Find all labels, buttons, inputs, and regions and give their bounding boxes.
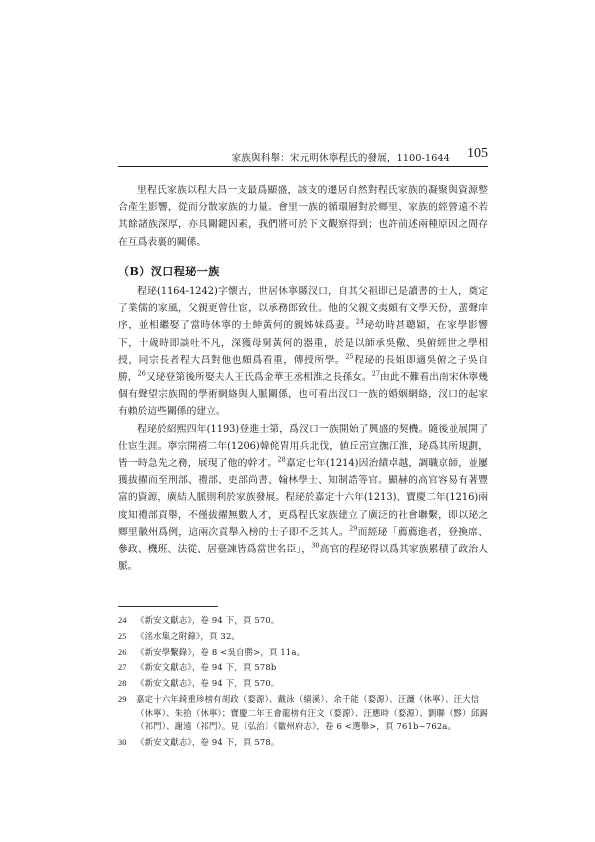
footnote-number: 24	[118, 616, 127, 625]
footnote	[118, 661, 488, 675]
footnote-marker: 26	[137, 369, 146, 378]
footnote	[118, 614, 488, 628]
footnote-divider	[118, 606, 218, 607]
page-number: 105	[467, 146, 488, 161]
paragraph-text: 程珌(1164-1242)字懷古，世居休寧縣汊口，自其父祖即已是讀書的士人，奠定了業儒的家風，父親更曾仕宦，以承務郎致仕。他的父親文夷頗有文學天份，蜚聲庠序，並相繼娶了當時休寧的士紳黃何的親姊妹爲妻。	[118, 286, 488, 332]
footnote	[118, 736, 488, 750]
section-heading: （B）汊口程珌一族	[118, 264, 220, 278]
paragraph-text: 程珌於紹熙四年(1193)登進士第，爲汊口一族開始了興盛的契機。隨後並展開了仕宦生涯。寧宗開禧二年(1206)韓侂胄用兵北伐，値丘崈宣撫江淮，珌爲其所規劃，皆一時急先之務，展現了他的幹才。	[118, 423, 488, 470]
footnote-marker: 25	[345, 352, 354, 361]
running-header-title: 家族與科舉：宋元明休寧程氏的發展，1100-1644	[231, 153, 450, 164]
footnote-text: 《新安文獻志》，卷 94 下，頁 578b	[136, 662, 277, 673]
footnote-marker: 27	[371, 369, 381, 378]
footnote-text: 《新安文獻志》，卷 94 下，頁 578。	[136, 736, 280, 747]
footnote	[118, 677, 488, 691]
footnote-text: 《新安學繫錄》，卷 8 <吳自勝>，頁 11a。	[136, 646, 306, 657]
running-header	[118, 146, 488, 167]
paragraph-text: 珌幼時甚聰穎，在家學影響下，十歲時即談吐不凡，深獲母舅黃何的器重，於是以師承吳儆、吳俯經世之學相授，同宗長者程大昌對他也頗爲看重，傳授所學。	[118, 320, 489, 366]
paragraph-text: 又珌登第後所娶夫人王氏爲金華王丞相淮之長孫女。	[145, 372, 372, 384]
footnote-number: 29	[118, 694, 127, 704]
footnote-text: 《新安文獻志》，卷 94 下，頁 570。	[136, 615, 280, 625]
paragraph-text: 高官的程珌得以爲其家族累積了政治人脈。	[118, 544, 489, 573]
footnote-number: 28	[118, 679, 127, 689]
paragraph-text: 而經珌「薦薦進者，登換席、參政、機班、法從、居臺諫皆爲當世名臣」，	[118, 526, 489, 556]
footnote-number: 30	[118, 737, 127, 747]
footnote-marker: 30	[311, 541, 320, 550]
footnote	[118, 646, 488, 660]
footnote	[118, 693, 488, 734]
body-paragraph	[118, 283, 488, 421]
footnote-number: 26	[118, 647, 127, 657]
body-paragraph	[118, 421, 488, 576]
footnotes	[118, 614, 488, 752]
footnote-text: 《洺水集之附錄》，頁 32。	[136, 630, 241, 641]
footnote-marker: 28	[277, 455, 286, 464]
main-text	[118, 182, 488, 575]
footnote-text: 嘉定十六年錡重珍榜有胡政（婺源）、戴泳（績溪）、余千能（婺源）、汪濂（休寧）、汪大信（休寧）、朱拾（休寧）；寶慶二年王會龍榜有汪文（婺源）、汪應時（婺源）、劉聯（黟）邱錫（祁門）、謝遠（祁門）。見〔弘治〕《徽州府志》，卷 6 <選舉>，頁 761b~762a。	[136, 693, 488, 732]
intro-paragraph: 里程氏家族以程大昌一支最爲顯盛，該支的遷居自然對程氏家族的凝聚與資源整合產生影響，從而分散家族的力量。會里一族的循環層對於鄉里、家族的經營遠不若其餘諸族深厚，亦具關鍵因素，我們將可於下文觀察得到；也許前述兩種原因之間存在互爲表裏的關係。	[118, 185, 488, 248]
footnote-number: 27	[118, 663, 127, 673]
footnote-number: 25	[118, 631, 127, 641]
footnote-marker: 29	[349, 524, 358, 533]
paragraph-text: 程珌的長姐即適吳俯之子吳自勝，	[118, 354, 489, 384]
footnote	[118, 630, 488, 644]
footnote-text: 《新安文獻志》，卷 94 下，頁 570。	[136, 678, 280, 689]
footnote-marker: 24	[355, 318, 364, 327]
paragraph-text: 由此不難看出南宋休寧幾個有聲望宗族間的學術網絡與人脈關係，也可看出汊口一族的婚姻網絡，汊口的起家有賴於這些關係的建立。	[118, 372, 489, 418]
paragraph-text: 嘉定七年(1214)因治績卓越，調職京師，並屢獲拔擢而至刑部、禮部、吏部尚書、翰林學士、知制誥等官。顯赫的高官容易有著豐富的資源，廣結人脈則利於家族發展。程珌於嘉定十六年(1213)、寶慶二年(1216)兩度知禮部貢舉，不僅拔擢無數人才，更爲程氏家族建立了廣泛的社會聯繫，即以珌之鄉里徽州爲例，這兩次貢舉入榜的士子即不乏其人。	[118, 458, 488, 538]
